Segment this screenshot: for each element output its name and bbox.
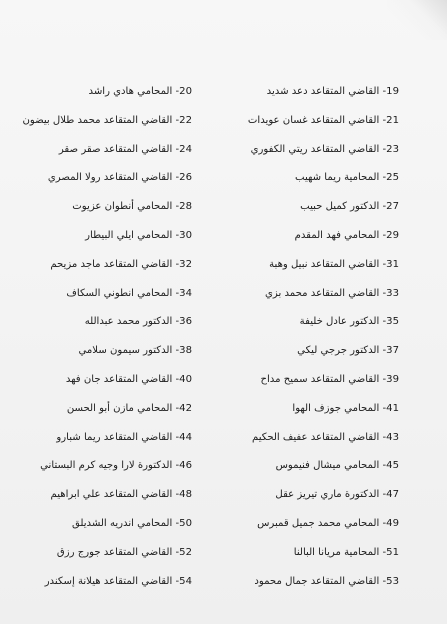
list-item-45: 45- المحامي ميشال فنيموس [275,460,399,472]
list-item-53: 53- القاضي المتقاعد جمال محمود [254,575,399,587]
list-item-32: 32- القاضي المتقاعد ماجد مزيحم [50,258,192,270]
page-corner-shadow [387,0,447,40]
list-item-41: 41- المحامي جوزف الهوا [292,402,399,414]
list-item-50: 50- المحامي اندريه الشديلق [71,517,192,529]
list-item-23: 23- القاضي المتقاعد ريتي الكفوري [250,143,399,155]
list-item-19: 19- القاضي المتقاعد دعد شديد [266,86,399,97]
list-item-20: 20- المحامي هادي راشد [88,86,192,97]
list-item-31: 31- القاضي المتقاعد نبيل وهبة [269,258,399,270]
list-item-24: 24- القاضي المتقاعد صقر صقر [58,143,192,155]
left-name-column [4,78,192,596]
list-item-22: 22- القاضي المتقاعد محمد طلال بيضون [22,114,192,126]
list-item-30: 30- المحامي ايلي البيطار [85,229,192,241]
list-item-54: 54- القاضي المتقاعد هيلانة إسكندر [44,575,192,587]
list-item-37: 37- الدكتور جرجي ليكي [297,345,399,357]
list-item-27: 27- الدكتور كميل حبيب [300,201,399,213]
list-item-21: 21- القاضي المتقاعد غسان عويدات [247,114,399,126]
list-item-33: 33- القاضي المتقاعد محمد بزي [265,287,399,299]
list-item-44: 44- القاضي المتقاعد ريما شبارو [56,431,192,443]
list-item-49: 49- المحامي محمد جميل قمبرس [257,517,399,529]
list-item-43: 43- القاضي المتقاعد عفيف الحكيم [251,431,399,443]
list-item-51: 51- المحامية مريانا البالنا [293,546,399,558]
list-item-34: 34- المحامي انطوني السكاف [66,287,192,299]
list-item-39: 39- القاضي المتقاعد سميح مداح [260,373,399,385]
list-item-52: 52- القاضي المتقاعد جورج رزق [56,546,192,558]
list-item-36: 36- الدكتور محمد عبدالله [84,316,192,328]
list-item-35: 35- الدكتور عادل خليفة [299,316,399,328]
right-name-column [221,78,399,596]
list-item-28: 28- المحامي أنطوان عزيوت [72,201,192,213]
list-item-47: 47- الدكتورة ماري تيريز عقل [275,489,399,501]
list-item-26: 26- القاضي المتقاعد رولا المصري [47,172,192,184]
list-item-38: 38- الدكتور سيمون سلامي [78,345,192,357]
list-item-46: 46- الدكتورة لارا وجيه كرم البستاني [40,460,192,472]
list-item-29: 29- المحامي فهد المقدم [294,229,399,241]
list-item-48: 48- القاضي المتقاعد علي ابراهيم [50,489,192,501]
list-item-42: 42- المحامي مازن أبو الحسن [66,402,192,414]
list-item-40: 40- القاضي المتقاعد جان فهد [65,373,192,385]
list-item-25: 25- المحامية ريما شهيب [295,172,399,184]
